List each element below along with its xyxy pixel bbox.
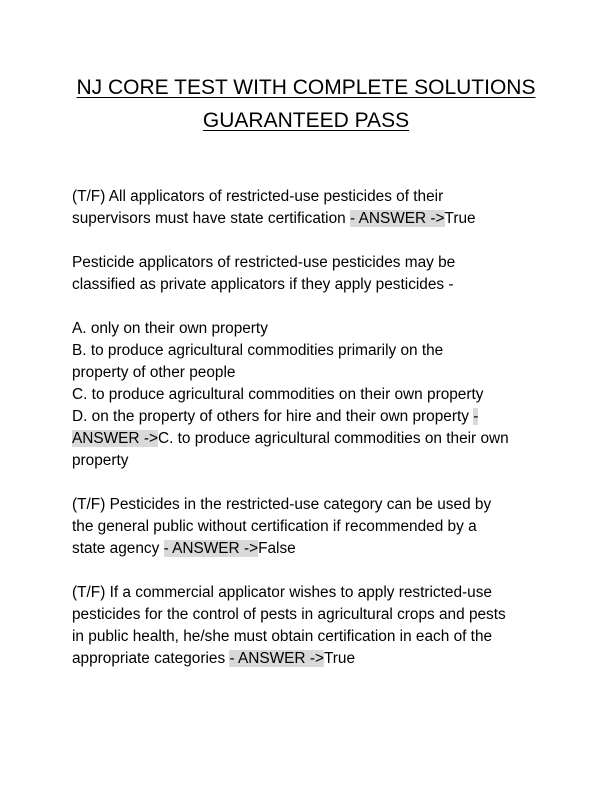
option-c: C. to produce agricultural commodities on their own property: [72, 386, 484, 403]
question-4-line-2: pesticides for the control of pests in agricultural crops and pests: [72, 606, 506, 623]
answer-text: C. to produce agricultural commodities on their own: [157, 430, 509, 447]
answer-text: False: [258, 540, 296, 557]
answer-marker: ANSWER ->: [72, 430, 158, 447]
question-4-line-1: (T/F) If a commercial applicator wishes to apply restricted-use: [72, 584, 492, 601]
question-2-options: [72, 318, 552, 472]
question-3-line-2: the general public without certification if recommended by a: [72, 518, 477, 535]
answer-marker: -: [473, 408, 479, 425]
option-b-continued: property of other people: [72, 364, 236, 381]
question-2-line-1: Pesticide applicators of restricted-use pesticides may be: [72, 254, 456, 271]
answer-text: True: [444, 210, 476, 227]
option-d: D. on the property of others for hire and their own property -: [72, 408, 479, 425]
question-4-line-4: appropriate categories - ANSWER ->True: [72, 650, 356, 667]
question-3-line-1: (T/F) Pesticides in the restricted-use category can be used by: [72, 496, 492, 513]
question-4: [72, 582, 552, 670]
document-title-line-2: GUARANTEED PASS: [202, 109, 410, 132]
answer-text: True: [323, 650, 356, 667]
document-title-line-1: NJ CORE TEST WITH COMPLETE SOLUTIONS: [76, 76, 536, 99]
question-3: [72, 494, 552, 560]
option-b: B. to produce agricultural commodities primarily on the: [72, 342, 444, 359]
answer-line-continued: property: [72, 452, 129, 469]
answer-line: [72, 428, 552, 450]
question-1-line-2: supervisors must have state certification - ANSWER ->True: [72, 210, 476, 227]
answer-marker: - ANSWER ->: [163, 540, 259, 557]
option-a: A. only on their own property: [72, 320, 268, 337]
question-1-line-1: (T/F) All applicators of restricted-use pesticides of their: [72, 188, 444, 205]
answer-marker: - ANSWER ->: [350, 210, 445, 227]
answer-marker: - ANSWER ->: [229, 650, 324, 667]
question-4-line-3: in public health, he/she must obtain certification in each of the: [72, 628, 493, 645]
question-2-stem: [72, 252, 552, 296]
question-3-line-3: state agency - ANSWER ->False: [72, 540, 296, 557]
question-2-line-2: classified as private applicators if they apply pesticides -: [72, 276, 454, 293]
question-1: [72, 186, 552, 230]
